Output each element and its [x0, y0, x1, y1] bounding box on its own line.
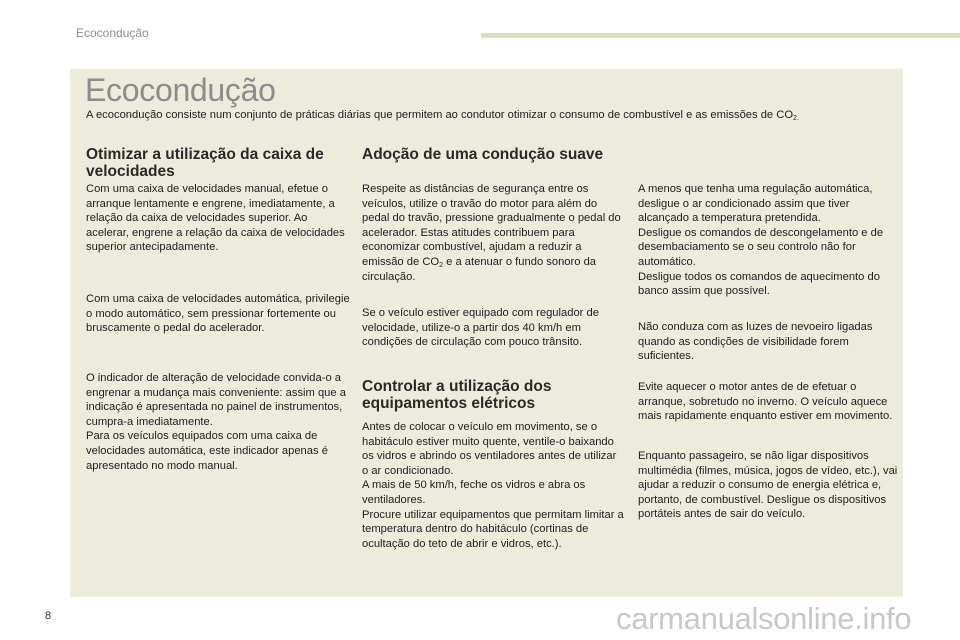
- section-header-title: Ecocondução: [76, 26, 149, 40]
- ventilation-temperature-note: Procure utilizar equipamentos que permitam limitar a temperatura dentro do habitáculo (cortinas de ocultação do teto de abrir e vidros, etc.).: [362, 508, 624, 550]
- seat-heating-note: Desligue todos os comandos de aquecimento do banco assim que possível.: [638, 270, 880, 298]
- paragraph-gear-indicator: [86, 371, 348, 473]
- air-conditioning-text: A menos que tenha uma regulação automática, desligue o ar condicionado assim que tiver alcançado a temperatura pretendida.: [638, 183, 873, 225]
- header-accent-bar: [481, 33, 960, 38]
- co2-subscript: 2: [439, 261, 444, 269]
- ventilation-speed-note: A mais de 50 km/h, feche os vidros e abra os ventiladores.: [362, 479, 586, 506]
- paragraph-fog-lights: Não conduza com as luzes de nevoeiro ligadas quando as condições de visibilidade forem suficientes.: [638, 321, 873, 363]
- intro-subscript: 2.: [793, 115, 799, 122]
- safe-distance-text: Respeite as distâncias de segurança entre os veículos, utilize o travão do motor para além do pedal do travão, pressione gradualmente o pedal do acelerador. Estas atitudes contribuem para economizar combustível, ajudam a reduzir a emissão de CO: [362, 183, 621, 268]
- paragraph-engine-warmup: Evite aquecer o motor antes de de efetuar o arranque, sobretudo no inverno. O veículo aquece mais rapidamente enquanto estiver em movimento.: [638, 381, 893, 423]
- safe-distance-tail: e a atenuar o fundo sonoro da circulação.: [362, 255, 597, 283]
- paragraph-safe-distance: [362, 182, 624, 284]
- heading-electrical-equipment: Controlar a utilização dos equipamentos elétricos: [362, 378, 552, 412]
- ventilation-text: Antes de colocar o veículo em movimento, se o habitáculo estiver muito quente, ventile-o baixando os vidros e abrindo os ventiladores antes de utilizar o ar condicionado.: [362, 421, 617, 477]
- intro-text: A ecocondução consiste num conjunto de práticas diárias que permitem ao condutor otimizar o consumo de combustível e as emissões de CO: [86, 109, 794, 121]
- gear-indicator-text: O indicador de alteração de velocidade convida-o a engrenar a mudança mais conveniente: assim que a indicação é apresentada no painel de instrumentos, cumpra-a imediatamente.: [86, 372, 346, 428]
- page-title: Ecocondução: [85, 72, 276, 108]
- page-number: 8: [45, 610, 52, 622]
- heading-smooth-driving: Adoção de uma condução suave: [362, 146, 604, 163]
- heading-gearbox: Otimizar a utilização da caixa de velocidades: [86, 146, 324, 180]
- watermark: carmanualsonline.info: [616, 601, 912, 636]
- intro-paragraph: [86, 108, 799, 122]
- paragraph-cruise-control: Se o veículo estiver equipado com regulador de velocidade, utilize-o a partir dos 40 km/h em condições de circulação com pouco trânsito.: [362, 307, 599, 349]
- paragraph-air-conditioning: [638, 182, 900, 299]
- paragraph-ventilation: [362, 420, 624, 551]
- paragraph-manual-gearbox: Com uma caixa de velocidades manual, efetue o arranque lentamente e engrene, imediatamente, a relação da caixa de velocidades superior. Ao acelerar, engrene a relação da caixa de velocidades superior antecipadamente.: [86, 183, 345, 254]
- paragraph-automatic-gearbox: Com uma caixa de velocidades automática, privilegie o modo automático, sem pressionar fortemente ou bruscamente o pedal do acelerador.: [86, 293, 350, 335]
- paragraph-multimedia: Enquanto passageiro, se não ligar dispositivos multimédia (filmes, música, jogos de vídeo, etc.), vai ajudar a reduzir o consumo de energia elétrica e, portanto, de combustível. Desligue os dispositivos portáteis antes de sair do veículo.: [638, 450, 898, 521]
- gear-indicator-automatic-note: Para os veículos equipados com uma caixa de velocidades automática, este indicador apenas é apresentado no modo manual.: [86, 430, 328, 472]
- defrost-note: Desligue os comandos de descongelamento e de desembaciamento se o seu controlo não for automático.: [638, 226, 884, 268]
